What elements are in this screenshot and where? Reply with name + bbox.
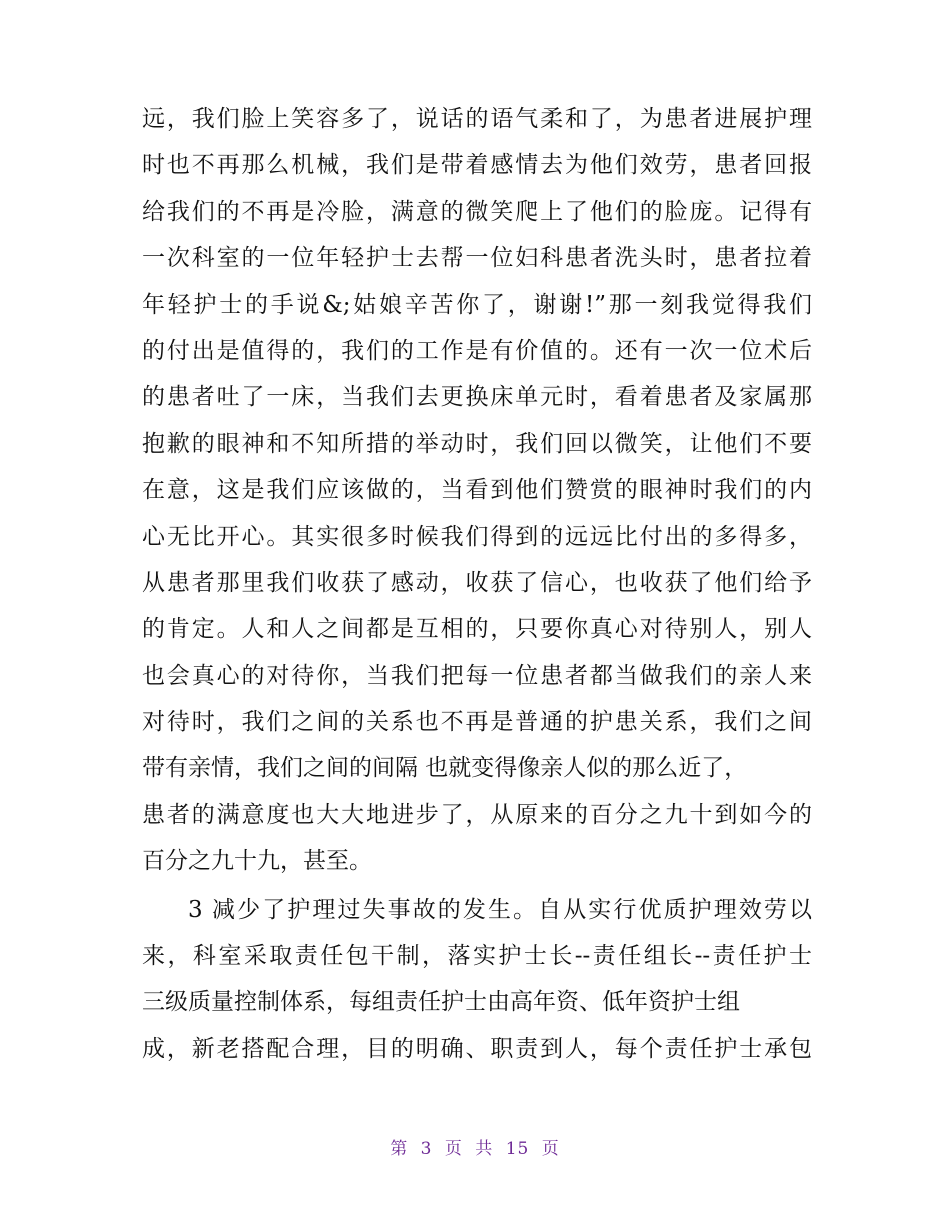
text-line: 的付出是值得的，我们的工作是有价值的。还有一次一位术后 — [142, 337, 812, 364]
text-line: 心无比开心。其实很多时候我们得到的远远比付出的多得多， — [142, 523, 812, 550]
text-line: 带有亲情，我们之间的间隔 也就变得像亲人似的那么近了， — [142, 755, 748, 782]
text-line: 远，我们脸上笑容多了，说话的语气柔和了，为患者进展护理 — [142, 106, 812, 132]
text-line: 时也不再那么机械，我们是带着感情去为他们效劳，患者回报 — [142, 152, 812, 179]
text-line: 对待时，我们之间的关系也不再是普通的护患关系，我们之间 — [142, 709, 812, 736]
document-body — [142, 96, 812, 1072]
page-number-footer: 第 3 页 共 15 页 — [390, 1139, 560, 1159]
text-line: 在意，这是我们应该做的，当看到他们赞赏的眼神时我们的内 — [142, 477, 812, 504]
text-line: 一次科室的一位年轻护士去帮一位妇科患者洗头时，患者拉着 — [142, 245, 812, 272]
text-line: 来，科室采取责任包干制，落实护士长--责任组长--责任护士 — [142, 943, 812, 970]
text-line: 的患者吐了一床，当我们去更换床单元时，看着患者及家属那 — [142, 384, 812, 411]
text-line: 也会真心的对待你，当我们把每一位患者都当做我们的亲人来 — [142, 662, 812, 689]
text-line: 从患者那里我们收获了感动，收获了信心，也收获了他们给予 — [142, 569, 812, 596]
text-line: 成，新老搭配合理，目的明确、职责到人，每个责任护士承包 — [142, 1035, 812, 1062]
text-line: 三级质量控制体系，每组责任护士由高年资、低年资护士组 — [142, 989, 740, 1016]
paragraph-end-line: 百分之九十九，甚至。 — [142, 848, 372, 875]
text-line: 给我们的不再是冷脸，满意的微笑爬上了他们的脸庞。记得有 — [142, 198, 812, 225]
text-line: 的肯定。人和人之间都是互相的，只要你真心对待别人，别人 — [142, 616, 812, 643]
text-line: 抱歉的眼神和不知所措的举动时，我们回以微笑，让他们不要 — [142, 430, 812, 457]
text-line: 患者的满意度也大大地进步了，从原来的百分之九十到如今的 — [142, 801, 812, 828]
text-line: 年轻护士的手说&;姑娘辛苦你了，谢谢!”那一刻我觉得我们 — [142, 291, 812, 318]
paragraph-start-line: 3 减少了护理过失事故的发生。自从实行优质护理效劳以 — [188, 896, 812, 923]
